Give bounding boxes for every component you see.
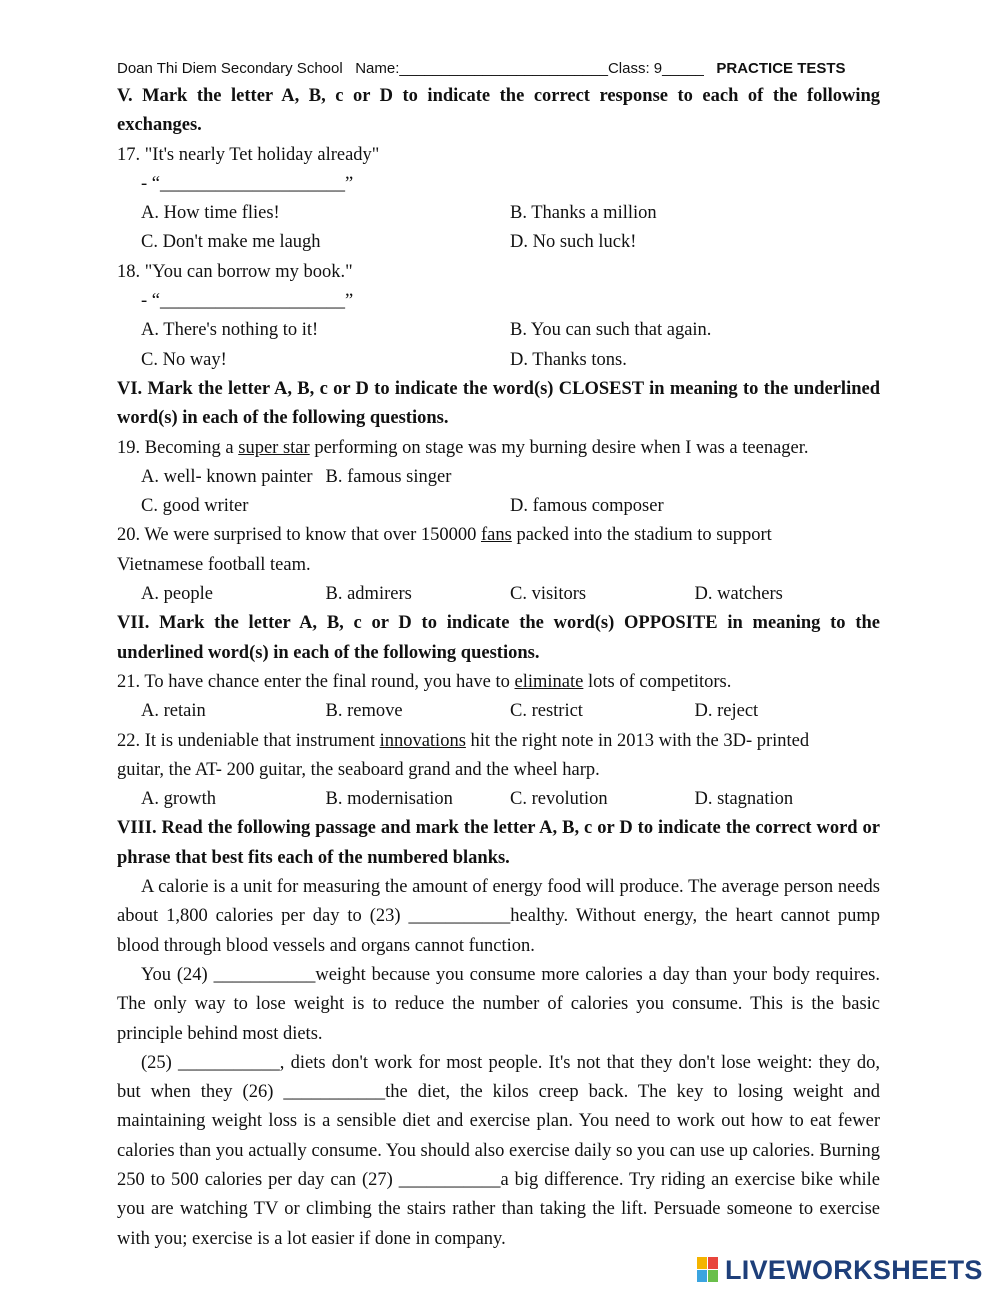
option-d: D. No such luck! (510, 232, 637, 253)
option-d: D. reject (694, 701, 759, 722)
option-a: A. growth (141, 789, 217, 810)
stem-text: hit the right note in 2013 with the 3D- printed (465, 730, 810, 751)
question-22-stem (117, 727, 880, 756)
stem-text: packed into the stadium to support (511, 525, 772, 546)
option-a: A. There's nothing to it! (141, 320, 319, 341)
option-b: B. admirers (325, 584, 412, 605)
question-19-options-row1 (117, 463, 880, 492)
question-20-stem-line2: Vietnamese football team. (117, 554, 311, 575)
option-c: C. No way! (141, 349, 227, 370)
question-18-blank: - “____________________” (141, 291, 354, 312)
option-c: C. revolution (510, 789, 608, 810)
stem-text: 21. To have chance enter the final round, you have to (117, 671, 515, 692)
question-22-options (117, 785, 880, 814)
question-22-stem-line2: guitar, the AT- 200 guitar, the seaboard grand and the wheel harp. (117, 759, 600, 780)
passage-paragraph-3: (25) ___________, diets don't work for most people. It's not that they don't lose weight: they do, but when they (26) ___________the diet, the kilos creep back. The key to losing weight and maintaining weight loss is a sensible diet and exercise plan. You need to work out how to eat fewer calories than you actually consume. You should also exercise daily so you can use up calories. Burning 250 to 500 calories per day can (27) ___________a big difference. Try riding an exercise bike while you are watching TV or climbing the stairs rather than taking the lift. Persuade someone to exercise with you; exercise is a lot easier if done in company. (117, 1052, 880, 1249)
question-17-options-row1 (117, 199, 880, 228)
question-18-options-row2 (117, 346, 880, 375)
underlined-word: eliminate (514, 671, 584, 692)
option-b: B. famous singer (325, 466, 452, 487)
option-b: B. You can such that again. (510, 320, 712, 341)
option-a: A. well- known painter (141, 466, 313, 487)
question-21-options (117, 697, 880, 726)
option-b: B. Thanks a million (510, 203, 657, 224)
practice-tests-title: PRACTICE TESTS (716, 60, 846, 77)
question-20-options (117, 580, 880, 609)
section-vi-heading: VI. Mark the letter A, B, c or D to indicate the word(s) CLOSEST in meaning to the underlined word(s) in each of the following questions. (117, 378, 880, 429)
question-17-options-row2 (117, 228, 880, 257)
liveworksheets-logo-text: LIVEWORKSHEETS (725, 1254, 983, 1285)
stem-text: performing on stage was my burning desire when I was a teenager. (309, 437, 809, 458)
stem-text: lots of competitors. (583, 671, 732, 692)
option-b: B. remove (325, 701, 403, 722)
question-19-stem (117, 434, 880, 463)
underlined-word: super star (238, 437, 310, 458)
question-18-stem: 18. "You can borrow my book." (117, 261, 353, 282)
option-c: C. restrict (510, 701, 583, 722)
section-vii-heading: VII. Mark the letter A, B, c or D to indicate the word(s) OPPOSITE in meaning to the underlined word(s) in each of the following questions. (117, 613, 880, 663)
section-viii-heading: VIII. Read the following passage and mark the letter A, B, c or D to indicate the correct word or phrase that best fits each of the numbered blanks. (117, 818, 880, 868)
option-a: A. retain (141, 701, 206, 722)
section-v-heading: V. Mark the letter A, B, c or D to indicate the correct response to each of the following exchanges. (117, 86, 880, 136)
underlined-word: innovations (379, 730, 466, 751)
option-c: C. visitors (510, 584, 587, 605)
question-19-options-row2 (117, 492, 880, 521)
option-d: D. watchers (694, 584, 783, 605)
option-c: C. Don't make me laugh (141, 232, 321, 253)
underlined-word: fans (480, 525, 512, 546)
question-17-stem: 17. "It's nearly Tet holiday already" (117, 144, 380, 165)
option-c: C. good writer (141, 496, 249, 517)
class-field: Class: 9_____ (607, 60, 704, 77)
option-d: D. famous composer (510, 496, 664, 517)
question-20-stem (117, 521, 880, 550)
option-a: A. How time flies! (141, 203, 280, 224)
option-d: D. Thanks tons. (510, 349, 627, 370)
worksheet-header (117, 56, 880, 82)
option-b: B. modernisation (325, 789, 453, 810)
stem-text: 22. It is undeniable that instrument (117, 730, 380, 751)
liveworksheets-logo[interactable] (697, 1255, 983, 1285)
question-21-stem (117, 668, 880, 697)
question-17-blank: - “____________________” (141, 173, 354, 194)
option-d: D. stagnation (694, 789, 794, 810)
option-a: A. people (141, 584, 213, 605)
stem-text: 20. We were surprised to know that over 150000 (117, 525, 481, 546)
passage-paragraph-2: You (24) ___________weight because you consume more calories a day than your body requires. The only way to lose weight is to reduce the number of calories you consume. This is the basic principle behind most diets. (117, 964, 880, 1044)
stem-text: 19. Becoming a (117, 437, 239, 458)
worksheet-page (117, 56, 880, 1254)
passage-paragraph-1: A calorie is a unit for measuring the amount of energy food will produce. The average person needs about 1,800 calories per day to (23) ___________healthy. Without energy, the heart cannot pump blood through blood vessels and organs cannot function. (117, 877, 880, 956)
school-name: Doan Thi Diem Secondary School (117, 60, 343, 77)
liveworksheets-logo-icon (697, 1257, 719, 1283)
name-field: Name:_________________________ (355, 60, 608, 77)
question-18-options-row1 (117, 316, 880, 345)
